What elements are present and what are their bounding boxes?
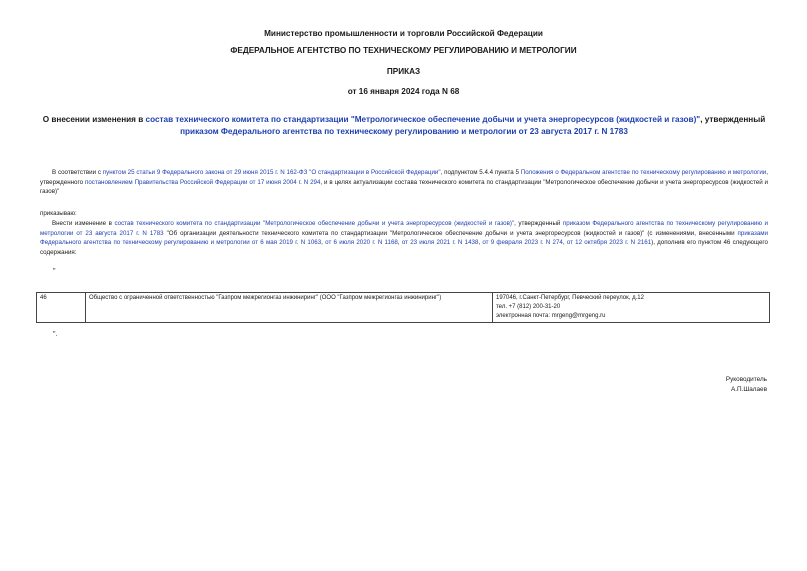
link-committee-composition[interactable]: состав технического комитета по стандартизации "Метрологическое обеспечение добычи и учета энергоресурсов (жидкостей и газов)" <box>114 220 515 227</box>
link-regulation[interactable]: Положения о Федеральном агентстве по техническому регулированию и метрологии <box>520 169 767 176</box>
document-type: ПРИКАЗ <box>386 67 421 76</box>
link-order-1438[interactable]: от 23 июля 2021 г. N 1438 <box>401 239 479 247</box>
link-order-2161[interactable]: от 12 октября 2023 г. N 2161 <box>566 239 652 247</box>
title-link-committee[interactable]: состав технического комитета по стандартизации "Метрологическое обеспечение добычи и учета энергоресурсов (жидкостей и газов)" <box>145 115 701 124</box>
committee-member-table <box>36 292 770 323</box>
link-order-1168[interactable]: от 6 июля 2020 г. N 1168 <box>325 239 398 247</box>
date-number: от 16 января 2024 года N 68 <box>347 87 460 96</box>
para-text: , подпунктом 5.4.4 пункта 5 <box>440 169 521 176</box>
quote-close: ". <box>53 331 58 338</box>
para-text: , и в целях актуализации состава технического комитета по стандартизации "Метрологическое обеспечение добычи и учета энергоресурсов (жидкостей и газов)" <box>40 178 769 196</box>
row-number: 46 <box>37 293 86 323</box>
para-text: , <box>321 239 326 247</box>
ministry-name: Министерство промышленности и торговли Российской Федерации <box>264 29 543 38</box>
preamble-paragraph <box>40 168 768 197</box>
link-order-1783[interactable]: приказом Федерального агентства по техническому регулированию и метрологии от 23 августа 2017 г. N 1783 <box>40 220 768 237</box>
para-text: ), дополнив его пунктом 46 следующего содержания: <box>40 239 768 256</box>
para-text: Внести изменение в <box>52 220 115 227</box>
title-text: О внесении изменения в <box>42 115 146 124</box>
para-text: , <box>562 239 567 247</box>
agency-name: ФЕДЕРАЛЬНОЕ АГЕНТСТВО ПО ТЕХНИЧЕСКОМУ РЕГУЛИРОВАНИЮ И МЕТРОЛОГИИ <box>230 46 577 55</box>
para-text: , <box>397 239 402 247</box>
table-row <box>37 293 770 323</box>
email: электронная почта: mrgeng@mrgeng.ru <box>496 313 606 319</box>
signatory-position: Руководитель <box>725 376 767 383</box>
signatory-name: А.П.Шалаев <box>730 386 767 393</box>
document-title <box>40 114 768 138</box>
link-federal-law[interactable]: пунктом 25 статьи 9 Федерального закона от 29 июня 2015 г. N 162-ФЗ "О стандартизации в Российской Федерации" <box>102 169 441 176</box>
para-text: , утвержденного <box>40 169 768 186</box>
para-text: , <box>478 239 483 247</box>
order-paragraph <box>40 219 768 257</box>
para-text: , утвержденный <box>514 220 563 227</box>
link-government-decree[interactable]: постановлением Правительства Российской Федерации от 17 июня 2004 г. N 294 <box>84 178 321 186</box>
contact-cell <box>493 293 770 323</box>
address: 197046, г.Санкт-Петербург, Певческий переулок, д.12 <box>496 295 644 301</box>
organization-name: Общество с ограниченной ответственностью "Газпром межрегионгаз инжиниринг" (ООО "Газпром межрегионгаз инжиниринг") <box>86 293 493 323</box>
phone: тел. +7 (812) 200-31-20 <box>496 304 561 310</box>
para-text: "Об организации деятельности технического комитета по стандартизации "Метрологическое обеспечение добычи и учета энергоресурсов (жидкостей и газов)" (с изменениями, внесенными <box>163 229 738 237</box>
quote-open: " <box>53 268 56 275</box>
link-order-274[interactable]: от 9 февраля 2023 г. N 274 <box>482 239 563 247</box>
title-text: , утвержденный <box>700 115 766 124</box>
link-order-1063[interactable]: приказами Федерального агентства по техническому регулированию и метрологии от 6 мая 2019 г. N 1063 <box>40 229 768 247</box>
prikazyvayu-label: приказываю: <box>40 210 77 217</box>
title-link-order[interactable]: приказом Федерального агентства по техническому регулированию и метрологии от 23 августа 2017 г. N 1783 <box>180 127 628 136</box>
para-text: В соответствии с <box>52 169 103 176</box>
